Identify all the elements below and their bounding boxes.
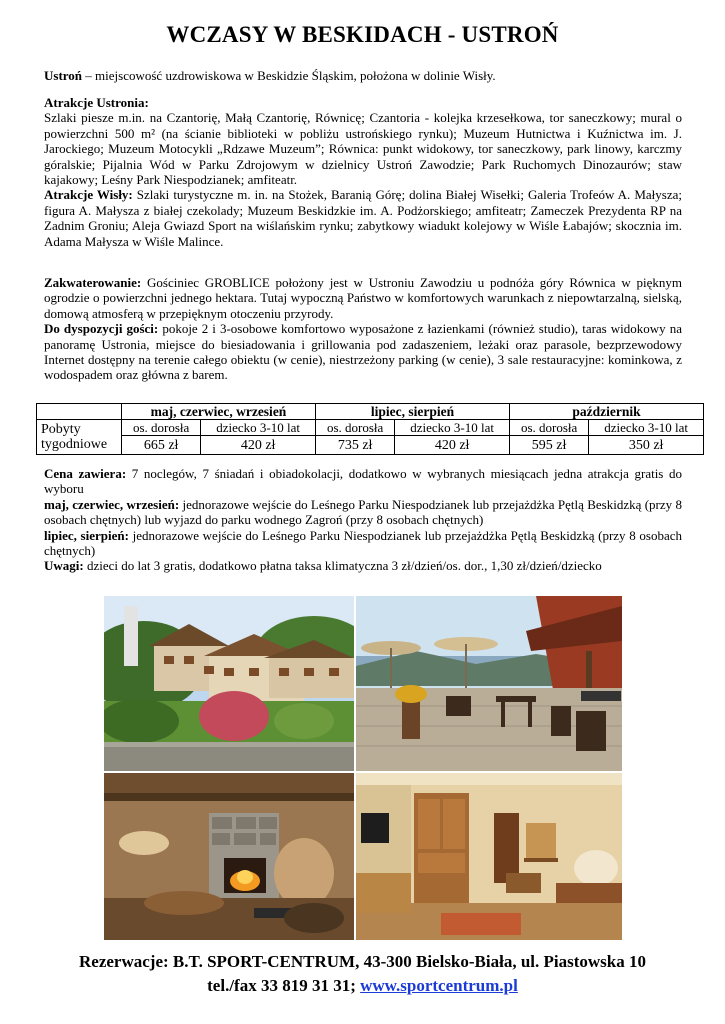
- row-label: [37, 420, 122, 455]
- photo-collage: [104, 596, 622, 940]
- column-header-adult: os. dorosła: [509, 420, 588, 436]
- price-table: [36, 403, 704, 455]
- footer-reservation: Rezerwacje: B.T. SPORT-CENTRUM, 43-300 Bielsko-Biała, ul. Piastowska 10: [79, 952, 646, 971]
- wisla-attractions-heading: Atrakcje Wisły:: [44, 187, 133, 203]
- price-cell: 420 zł: [201, 436, 316, 455]
- may-heading: maj, czerwiec, wrzesień:: [44, 496, 180, 512]
- includes-heading: Cena zawiera:: [44, 466, 127, 481]
- july-paragraph: [44, 528, 682, 559]
- guests-text: pokoje 2 i 3-osobowe komfortowo wyposażone z łazienkami (również studio), taras widokowy na panoramę Ustronia, miejsce do biesiadowania i grillowania pod zadaszeniem, leżaki oraz parasole, bezprzewodowy Internet dostępny na terenie całego obiektu (w cenie), niestrzeżony parking (w cenie), 3 sale restauracyjne: kominkowa, z wodospadem oraz główna z barem.: [44, 321, 682, 383]
- guests-heading: Do dyspozycji gości:: [44, 321, 159, 337]
- column-header-child: dziecko 3-10 lat: [589, 420, 704, 436]
- price-cell: 420 zł: [395, 436, 510, 455]
- notes-paragraph: [44, 558, 682, 573]
- price-table-header-row: [37, 404, 704, 420]
- includes-paragraph: [44, 466, 682, 497]
- intro-town: Ustroń: [44, 68, 83, 83]
- guests-paragraph: [44, 321, 682, 383]
- column-header-adult: os. dorosła: [315, 420, 394, 436]
- accommodation-heading: Zakwaterowanie:: [44, 275, 142, 290]
- notes-text: dzieci do lat 3 gratis, dodatkowo płatna taksa klimatyczna 3 zł/dzień/os. dor., 1,30 zł/dzień/dziecko: [83, 558, 602, 574]
- row-label-line: Pobyty: [41, 422, 81, 437]
- row-label-line: tygodniowe: [41, 437, 108, 452]
- price-table-subheader-row: [37, 420, 704, 436]
- price-cell: 665 zł: [122, 436, 201, 455]
- may-paragraph: [44, 497, 682, 528]
- intro-text: – miejscowość uzdrowiskowa w Beskidzie Śląskim, położona w dolinie Wisły.: [82, 68, 496, 83]
- accommodation-paragraph: [44, 275, 682, 321]
- accommodation-section: [44, 275, 682, 383]
- guest-room-photo: [356, 773, 622, 940]
- page-title: WCZASY W BESKIDACH - USTROŃ: [166, 22, 559, 47]
- price-cell: 735 zł: [315, 436, 394, 455]
- wisla-attractions-text: Szlaki turystyczne m. in. na Stożek, Baranią Górę; dolina Białej Wisełki; Galeria Trofeów A. Małysza; figura A. Małysza z białej czekolady; Muzeum Beskidzkie im. A. Podżorskiego; amfiteatr; Zameczek Prezydenta RP na Zadnim Groniu; Aleja Gwiazd Sport na wiślańskim rynku; zabytkowy wiadukt kolejowy w Wiśle Łabajów; skocznia im. Adama Małysza w Wiśle Malince.: [44, 187, 682, 249]
- website-link[interactable]: www.sportcentrum.pl: [360, 976, 518, 995]
- july-text: jednorazowe wejście do Leśnego Parku Niespodzianek lub przejażdżka Pętlą Beskidzką (przy 8 osobach chętnych): [44, 527, 682, 559]
- accommodation-text: Gościniec GROBLICE położony jest w Ustroniu Zawodziu u podnóża góry Równica w pięknym ogrodzie o powierzchni jednego hektara. Tutaj wypoczną Państwo w komfortowych warunkach z niepowtarzalną, sielską, domową atmosferą w przepięknym otoczeniu przyrody.: [44, 275, 682, 321]
- price-cell: 350 zł: [589, 436, 704, 455]
- notes-heading: Uwagi:: [44, 558, 84, 574]
- includes-section: [44, 466, 682, 574]
- intro-paragraph: [44, 68, 682, 83]
- footer-phone: tel./fax 33 819 31 31;: [207, 976, 361, 995]
- hotel-exterior-photo: [104, 596, 354, 771]
- attractions-section: [44, 95, 682, 249]
- may-text: jednorazowe wejście do Leśnego Parku Niespodzianek lub przejażdżka Pętlą Beskidzką (przy 8 osobach chętnych) lub wyjazd do parku wodnego Zagroń (przy 8 osobach chętnych): [44, 496, 682, 528]
- july-heading: lipiec, sierpień:: [44, 527, 129, 543]
- price-table-corner: [37, 404, 122, 420]
- period-header: lipiec, sierpień: [315, 404, 509, 420]
- includes-text: 7 noclegów, 7 śniadań i obiadokolacji, dodatkowo w wybranych miesiącach jedna atrakcja gratis do wyboru: [44, 466, 682, 497]
- wisla-attractions-paragraph: [44, 187, 682, 249]
- column-header-adult: os. dorosła: [122, 420, 201, 436]
- price-cell: 595 zł: [509, 436, 588, 455]
- column-header-child: dziecko 3-10 lat: [395, 420, 510, 436]
- period-header: październik: [509, 404, 703, 420]
- ustron-attractions-heading: Atrakcje Ustronia:: [44, 95, 149, 110]
- terrace-photo: [356, 596, 622, 771]
- fireplace-room-photo: [104, 773, 354, 940]
- price-table-values-row: [37, 436, 704, 455]
- period-header: maj, czerwiec, wrzesień: [122, 404, 316, 420]
- footer-contact: [0, 976, 725, 996]
- column-header-child: dziecko 3-10 lat: [201, 420, 316, 436]
- ustron-attractions-text: Szlaki piesze m.in. na Czantorię, Małą Czantorię, Równicę; Czantoria - kolejka krzesełkowa, tor saneczkowy; mural o powierzchni 500 m² (na ścianie biblioteki w pobliżu ustrońskiego rynku); Muzeum Hutnictwa i Kuźnictwa im. J. Jarockiego; Muzeum Motocykli „Rdzawe Muzeum”; Równica: punkt widokowy, tor saneczkowy, park linowy, karczmy góralskie; Pijalnia Wód w Parku Zdrojowym w dzielnicy Ustroń Zawodzie; Park Ruchomych Dinozaurów; staw kajakowy; Leśny Park Niespodzianek; amfiteatr.: [44, 110, 682, 188]
